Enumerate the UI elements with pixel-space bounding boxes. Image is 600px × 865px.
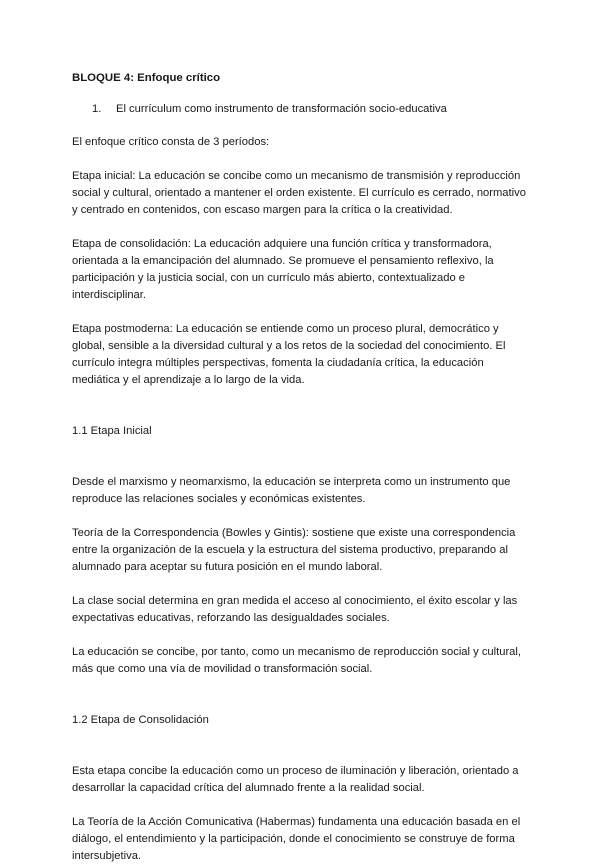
numbered-item: [72, 101, 532, 118]
section-1-paragraph: Desde el marxismo y neomarxismo, la educación se interpreta como un instrumento que reproduce las relaciones sociales y económicas existentes.: [72, 476, 511, 505]
intro-paragraph: El enfoque crítico consta de 3 períodos:: [72, 136, 270, 148]
item-text: El currículum como instrumento de transformación socio-educativa: [116, 103, 447, 115]
section-1-title: 1.1 Etapa Inicial: [72, 425, 152, 437]
block-heading: BLOQUE 4: Enfoque crítico: [72, 72, 221, 84]
section-2-paragraph: La Teoría de la Acción Comunicativa (Habermas) fundamenta una educación basada en el diálogo, el entendimiento y la participación, donde el conocimiento se construye de forma intersubjetiva.: [72, 816, 521, 862]
etapa-consolidacion-paragraph: Etapa de consolidación: La educación adquiere una función crítica y transformadora, orientada a la emancipación del alumnado. Se promueve el pensamiento reflexivo, la participación y la justicia social, con un currículo más abierto, contextualizado e interdisciplinar.: [72, 238, 494, 301]
section-1-paragraph: La educación se concibe, por tanto, como un mecanismo de reproducción social y cultural, más que como una vía de movilidad o transformación social.: [72, 646, 521, 675]
section-1-paragraph: La clase social determina en gran medida el acceso al conocimiento, el éxito escolar y las expectativas educativas, reforzando las desigualdades sociales.: [72, 595, 518, 624]
section-2-title: 1.2 Etapa de Consolidación: [72, 714, 209, 726]
etapa-inicial-paragraph: Etapa inicial: La educación se concibe como un mecanismo de transmisión y reproducción social y cultural, orientado a mantener el orden existente. El currículo es cerrado, normativo y centrado en contenidos, con escaso margen para la crítica o la creatividad.: [72, 170, 526, 216]
section-2-paragraph: Esta etapa concibe la educación como un proceso de iluminación y liberación, orientado a desarrollar la capacidad crítica del alumnado frente a la realidad social.: [72, 765, 519, 794]
etapa-postmoderna-paragraph: Etapa postmoderna: La educación se entiende como un proceso plural, democrático y global, sensible a la diversidad cultural y a los retos de la sociedad del conocimiento. El currículo integra múltiples perspectivas, fomenta la ciudadanía crítica, la educación mediática y el aprendizaje a lo largo de la vida.: [72, 323, 506, 386]
item-number: 1.: [92, 103, 102, 115]
section-1-paragraph: Teoría de la Correspondencia (Bowles y Gintis): sostiene que existe una correspondencia entre la organización de la escuela y la estructura del sistema productivo, preparando al alumnado para aceptar su futura posición en el mundo laboral.: [72, 527, 516, 573]
